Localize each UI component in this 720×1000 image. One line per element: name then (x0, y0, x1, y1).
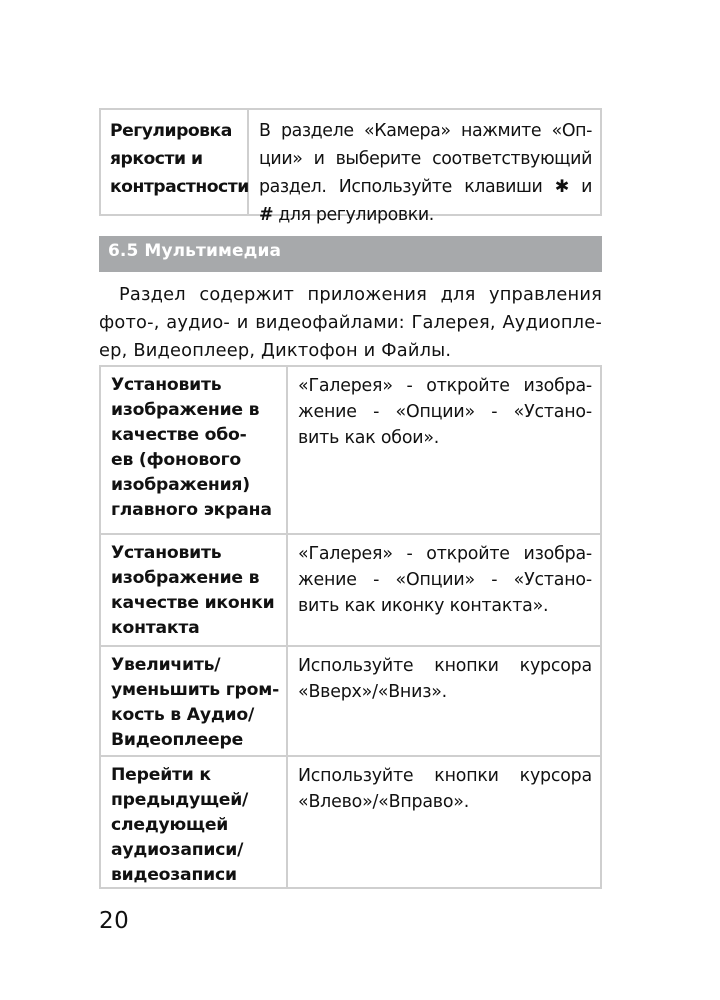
desc-line: вить как иконку контакта». (298, 596, 549, 616)
section-title: 6.5 Мультимедиа (108, 241, 282, 261)
label-line: Установить (111, 375, 222, 395)
section-header (99, 236, 602, 272)
word: фото-, (99, 312, 160, 333)
label-line: видеозаписи (111, 865, 237, 885)
word: - (373, 570, 380, 590)
multimedia-table (99, 365, 602, 889)
word: откройте (426, 544, 510, 564)
word: «Камера» (364, 121, 451, 141)
word: Используйте (298, 656, 414, 676)
word: курсора (519, 766, 592, 786)
hash-key-icon: # (259, 205, 274, 225)
word: приложения (307, 284, 428, 305)
word: для (440, 284, 476, 305)
word: - (406, 544, 413, 564)
word: Раздел (119, 284, 186, 305)
label-line: Установить (111, 543, 222, 563)
page-number: 20 (99, 908, 130, 934)
word: кнопки (434, 656, 499, 676)
word: аудио- (166, 312, 231, 333)
label-line: контакта (111, 618, 200, 638)
label-line: Увеличить/ (111, 655, 221, 675)
label-line: яркости и (110, 149, 203, 169)
label-line: контрастности (110, 177, 249, 197)
word: Используйте (298, 766, 414, 786)
word: Используйте (338, 177, 452, 197)
desc-line (259, 173, 592, 201)
word: - (406, 376, 413, 396)
label-line: Регулировка (110, 121, 232, 141)
label-line: Перейти к (111, 765, 211, 785)
label-line: качестве иконки (111, 593, 275, 613)
row-label (101, 367, 288, 533)
word: откройте (426, 376, 510, 396)
word: «Галерея» (298, 376, 393, 396)
desc-line (298, 399, 592, 425)
desc-line (298, 541, 592, 567)
word: жение (298, 570, 357, 590)
row-description (288, 647, 600, 705)
word: изобра- (523, 376, 592, 396)
desc-line: «Вверх»/«Вниз». (298, 682, 448, 702)
word: и (236, 312, 249, 333)
desc-line (298, 567, 592, 593)
label-line: аудиозаписи/ (111, 840, 244, 860)
row-label (101, 757, 288, 887)
word: раздел. (259, 177, 327, 197)
label-line: предыдущей/ (111, 790, 249, 810)
word: изобра- (523, 544, 592, 564)
word: жение (298, 402, 357, 422)
word: клавиши (464, 177, 543, 197)
word: соответствующий (432, 149, 592, 169)
word: разделе (280, 121, 354, 141)
word: для регулировки. (273, 205, 434, 225)
word: «Устано- (513, 570, 592, 590)
word: - (491, 570, 498, 590)
label-line: уменьшить гром- (111, 680, 280, 700)
desc-line: вить как обои». (298, 428, 440, 448)
word: «Опции» (395, 570, 475, 590)
word: «Галерея» (298, 544, 393, 564)
desc-line (298, 653, 592, 679)
word: - (373, 402, 380, 422)
word: ции» (259, 149, 303, 169)
row-description (288, 367, 600, 451)
brightness-contrast-label (101, 110, 249, 214)
table-row (101, 757, 600, 887)
row-label (101, 647, 288, 755)
word: кнопки (434, 766, 499, 786)
label-line: главного экрана (111, 500, 272, 520)
intro-line: ер, Видеоплеер, Диктофон и Файлы. (99, 340, 452, 361)
label-line: изображение в (111, 400, 260, 420)
intro-paragraph (99, 281, 602, 365)
label-line: изображение в (111, 568, 260, 588)
label-line: изображения) (111, 475, 250, 495)
word: - (491, 402, 498, 422)
desc-line (259, 117, 592, 145)
table-row (101, 647, 600, 757)
word: видеофайлами: (255, 312, 405, 333)
desc-line: «Влево»/«Вправо». (298, 792, 470, 812)
brightness-contrast-table (99, 108, 602, 225)
word: курсора (519, 656, 592, 676)
desc-line (259, 201, 592, 229)
desc-line (298, 373, 592, 399)
brightness-contrast-description (249, 110, 600, 225)
word: содержит (199, 284, 295, 305)
table-row (101, 535, 600, 647)
row-description (288, 757, 600, 815)
word: и (581, 177, 592, 197)
row-label (101, 535, 288, 645)
intro-line (99, 281, 602, 309)
table-row (101, 367, 600, 535)
word: «Оп- (551, 121, 592, 141)
word: и (313, 149, 325, 169)
label-line: качестве обо- (111, 425, 247, 445)
word: «Опции» (395, 402, 475, 422)
label-line: кость в Аудио/ (111, 705, 255, 725)
word: нажмите (461, 121, 542, 141)
label-line: ев (фонового (111, 450, 241, 470)
word: управления (489, 284, 602, 305)
star-key-icon: ✱ (554, 177, 569, 197)
desc-line (259, 145, 592, 173)
desc-line (298, 763, 592, 789)
label-line: следующей (111, 815, 229, 835)
word: Аудиопле- (502, 312, 602, 333)
intro-line (99, 309, 602, 337)
word: «Устано- (513, 402, 592, 422)
row-description (288, 535, 600, 619)
label-line: Видеоплеере (111, 730, 244, 750)
word: выберите (335, 149, 421, 169)
word: Галерея, (411, 312, 496, 333)
word: В (259, 121, 271, 141)
